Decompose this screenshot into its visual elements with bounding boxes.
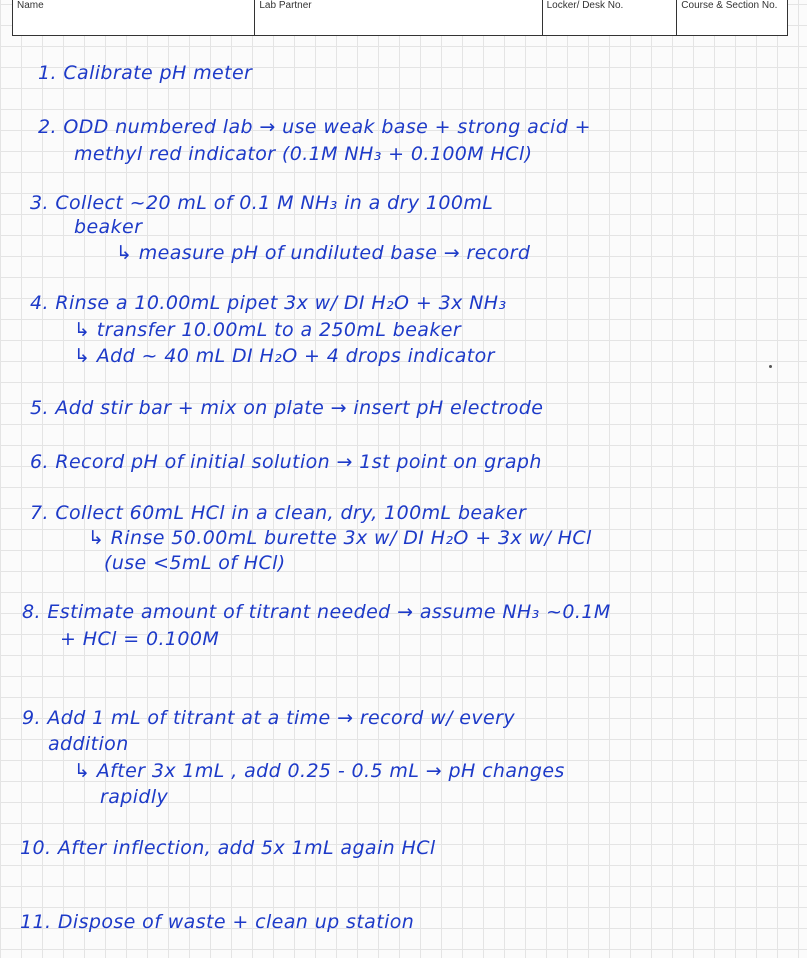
course-section-label: Course & Section No. bbox=[681, 0, 778, 11]
header-table bbox=[12, 0, 788, 36]
step-7-line-2: ↳ Rinse 50.00mL burette 3x w/ DI H₂O + 3x w/ HCl bbox=[88, 527, 592, 549]
step-8-line-2: + HCl = 0.100M bbox=[60, 628, 220, 650]
name-field bbox=[13, 0, 255, 35]
step-9-line-2: addition bbox=[48, 733, 129, 755]
step-7-line-1: 7. Collect 60mL HCl in a clean, dry, 100mL beaker bbox=[30, 502, 527, 524]
locker-desk-label: Locker/ Desk No. bbox=[546, 0, 624, 11]
step-3-line-3: ↳ measure pH of undiluted base → record bbox=[116, 242, 531, 264]
step-4-line-3: ↳ Add ~ 40 mL DI H₂O + 4 drops indicator bbox=[74, 345, 495, 367]
step-6: 6. Record pH of initial solution → 1st point on graph bbox=[30, 451, 542, 473]
step-3-line-1: 3. Collect ~20 mL of 0.1 M NH₃ in a dry 100mL bbox=[30, 192, 494, 214]
step-2-line-2: methyl red indicator (0.1M NH₃ + 0.100M HCl) bbox=[74, 143, 533, 165]
step-11: 11. Dispose of waste + clean up station bbox=[20, 911, 415, 933]
step-4-line-2: ↳ transfer 10.00mL to a 250mL beaker bbox=[74, 319, 462, 341]
step-9-line-1: 9. Add 1 mL of titrant at a time → record w/ every bbox=[22, 707, 515, 729]
lab-partner-field bbox=[255, 0, 542, 35]
step-2-line-1: 2. ODD numbered lab → use weak base + strong acid + bbox=[38, 116, 591, 138]
step-3-line-2: beaker bbox=[74, 216, 143, 238]
name-label: Name bbox=[17, 0, 44, 11]
lab-partner-label: Lab Partner bbox=[259, 0, 312, 11]
stray-mark bbox=[769, 365, 772, 368]
locker-desk-field bbox=[543, 0, 678, 35]
step-9-line-3: ↳ After 3x 1mL , add 0.25 - 0.5 mL → pH changes bbox=[74, 760, 565, 782]
step-5: 5. Add stir bar + mix on plate → insert pH electrode bbox=[30, 397, 544, 419]
step-7-line-3: (use <5mL of HCl) bbox=[104, 552, 286, 574]
step-10: 10. After inflection, add 5x 1mL again HCl bbox=[20, 837, 436, 859]
step-4-line-1: 4. Rinse a 10.00mL pipet 3x w/ DI H₂O + 3x NH₃ bbox=[30, 292, 507, 314]
step-9-line-4: rapidly bbox=[100, 786, 169, 808]
step-1: 1. Calibrate pH meter bbox=[38, 62, 253, 84]
step-8-line-1: 8. Estimate amount of titrant needed → assume NH₃ ~0.1M bbox=[22, 601, 611, 623]
course-section-field bbox=[677, 0, 787, 35]
